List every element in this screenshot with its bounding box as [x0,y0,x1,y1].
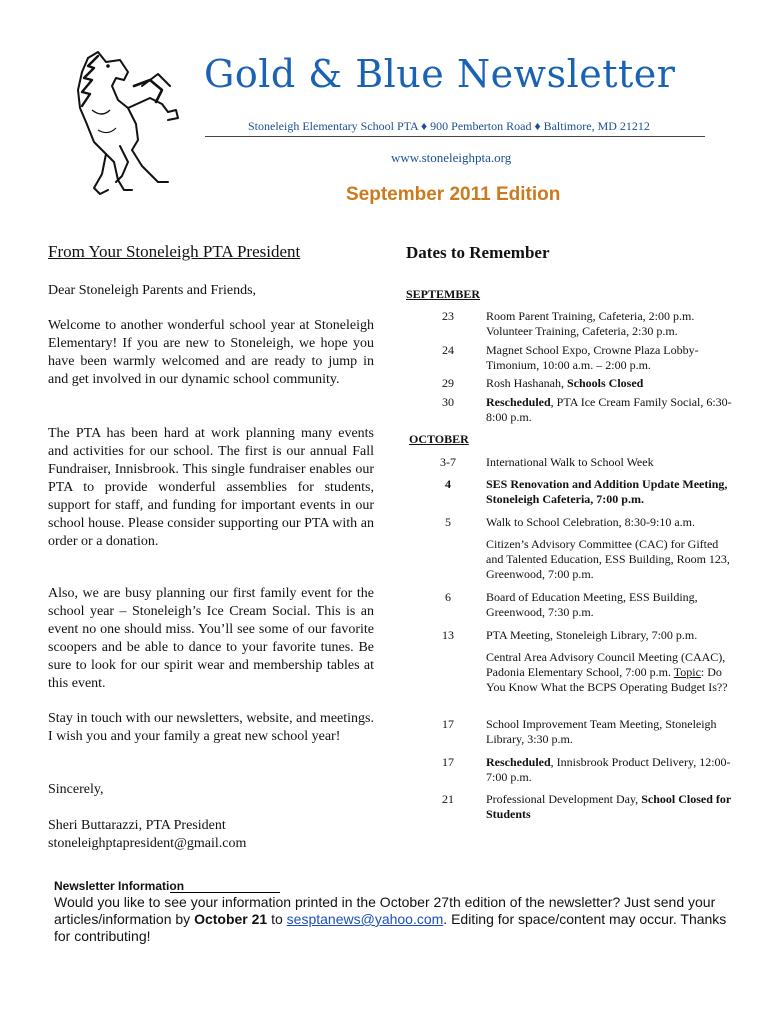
dates-heading: Dates to Remember [406,243,550,262]
month-label-october: OCTOBER [409,432,469,446]
event-day: 29 [442,376,454,390]
event-day: 3-7 [440,455,456,469]
letter-closing: Sincerely, [48,782,104,797]
president-letter-heading: From Your Stoneleigh PTA President [48,242,301,261]
event-row [406,717,736,749]
event-text: Professional Development Day, School Closed for Students [486,792,731,821]
mustang-horse-icon [58,50,183,200]
event-day: 21 [442,792,454,806]
event-day: 13 [442,628,454,642]
letter-paragraph-2: The PTA has been hard at work planning many events and activities for our school. The first is our annual Fall Fundraiser, Innisbrook. This single fundraiser enables our PTA to provide wonderful assemblies for students, support for staff, and funding for important events in our school house. Please consider supporting our PTA with an order or a donation. [48,426,374,549]
event-text: Rescheduled, PTA Ice Cream Family Social, 6:30-8:00 p.m. [486,395,732,424]
event-text: PTA Meeting, Stoneleigh Library, 7:00 p.m. [486,628,698,642]
newsletter-title: Gold & Blue Newsletter [204,52,676,96]
school-address: Stoneleigh Elementary School PTA ♦ 900 Pemberton Road ♦ Baltimore, MD 21212 [248,119,650,133]
event-row [406,755,736,787]
signature-name: Sheri Buttarazzi, PTA President [48,818,226,833]
event-text: Room Parent Training, Cafeteria, 2:00 p.m. Volunteer Training, Cafeteria, 2:30 p.m. [486,309,695,338]
letter-paragraph-1: Welcome to another wonderful school year at Stoneleigh Elementary! If you are new to Stoneleigh, we hope you have been warmly welcomed and are ready to jump in and get involved in our dynamic school community. [48,318,374,387]
event-row [406,343,736,375]
event-row [406,628,736,644]
newsletter-info-underline [170,892,280,893]
event-row [406,477,736,509]
event-day: 5 [445,515,451,529]
event-text: SES Renovation and Addition Update Meeting, Stoneleigh Cafeteria, 7:00 p.m. [486,477,728,506]
event-text: Board of Education Meeting, ESS Building, Greenwood, 7:30 p.m. [486,590,698,619]
event-text: Rosh Hashanah, Schools Closed [486,376,644,390]
event-row [406,650,736,712]
event-text: Walk to School Celebration, 8:30-9:10 a.m. [486,515,695,529]
event-text: School Improvement Team Meeting, Stoneleigh Library, 3:30 p.m. [486,717,717,746]
letter-paragraph-3: Also, we are busy planning our first family event for the school year – Stoneleigh’s Ice Cream Social. This is an event no one should miss. You’ll see some of our favorite scoopers and be able to dance to your favorite tunes. Be sure to look for our spirit wear and membership tables at this event. [48,586,374,691]
event-row [406,792,736,824]
edition-title: September 2011 Edition [346,184,561,205]
event-text: Central Area Advisory Council Meeting (CAAC), Padonia Elementary School, 7:00 p.m. Topic: Do You Know What the BCPS Operating Budget Is?? [486,650,728,694]
event-text: Magnet School Expo, Crowne Plaza Lobby- Timonium, 10:00 a.m. – 2:00 p.m. [486,343,699,372]
event-day: 4 [445,477,451,491]
event-day: 23 [442,309,454,323]
newsletter-email-link[interactable]: sesptanews@yahoo.com [286,911,444,927]
event-row [406,515,736,531]
letter-signature [48,817,374,853]
event-row [406,537,736,584]
event-row [406,309,736,341]
event-row [406,376,736,392]
event-text: Rescheduled, Innisbrook Product Delivery, 12:00-7:00 p.m. [486,755,731,784]
month-label-september: SEPTEMBER [406,287,481,301]
header-divider [205,136,705,137]
website-url: www.stoneleighpta.org [391,150,512,165]
event-row [406,395,736,427]
signature-email: stoneleighptapresident@gmail.com [48,836,247,851]
letter-paragraph-4: Stay in touch with our newsletters, website, and meetings. I wish you and your family a great new school year! [48,711,374,744]
event-day: 17 [442,717,454,731]
newsletter-info-text: Would you like to see your information printed in the October 27th edition of the newsletter? Just send your articles/information by October 21 to sesptanews@yahoo.com. Editing for space/content may occur. Thanks for contributing! [54,894,727,944]
event-day: 30 [442,395,454,409]
event-day: 24 [442,343,454,357]
newsletter-info-heading: Newsletter Information [54,879,185,893]
event-day: 6 [445,590,451,604]
event-row [406,590,736,622]
event-day: 17 [442,755,454,769]
letter-greeting: Dear Stoneleigh Parents and Friends, [48,283,257,298]
event-text: Citizen’s Advisory Committee (CAC) for Gifted and Talented Education, ESS Building, Room 123, Greenwood, 7:00 p.m. [486,537,730,581]
event-text: International Walk to School Week [486,455,654,469]
event-row [406,455,736,471]
submission-deadline: October 21 [194,911,268,927]
